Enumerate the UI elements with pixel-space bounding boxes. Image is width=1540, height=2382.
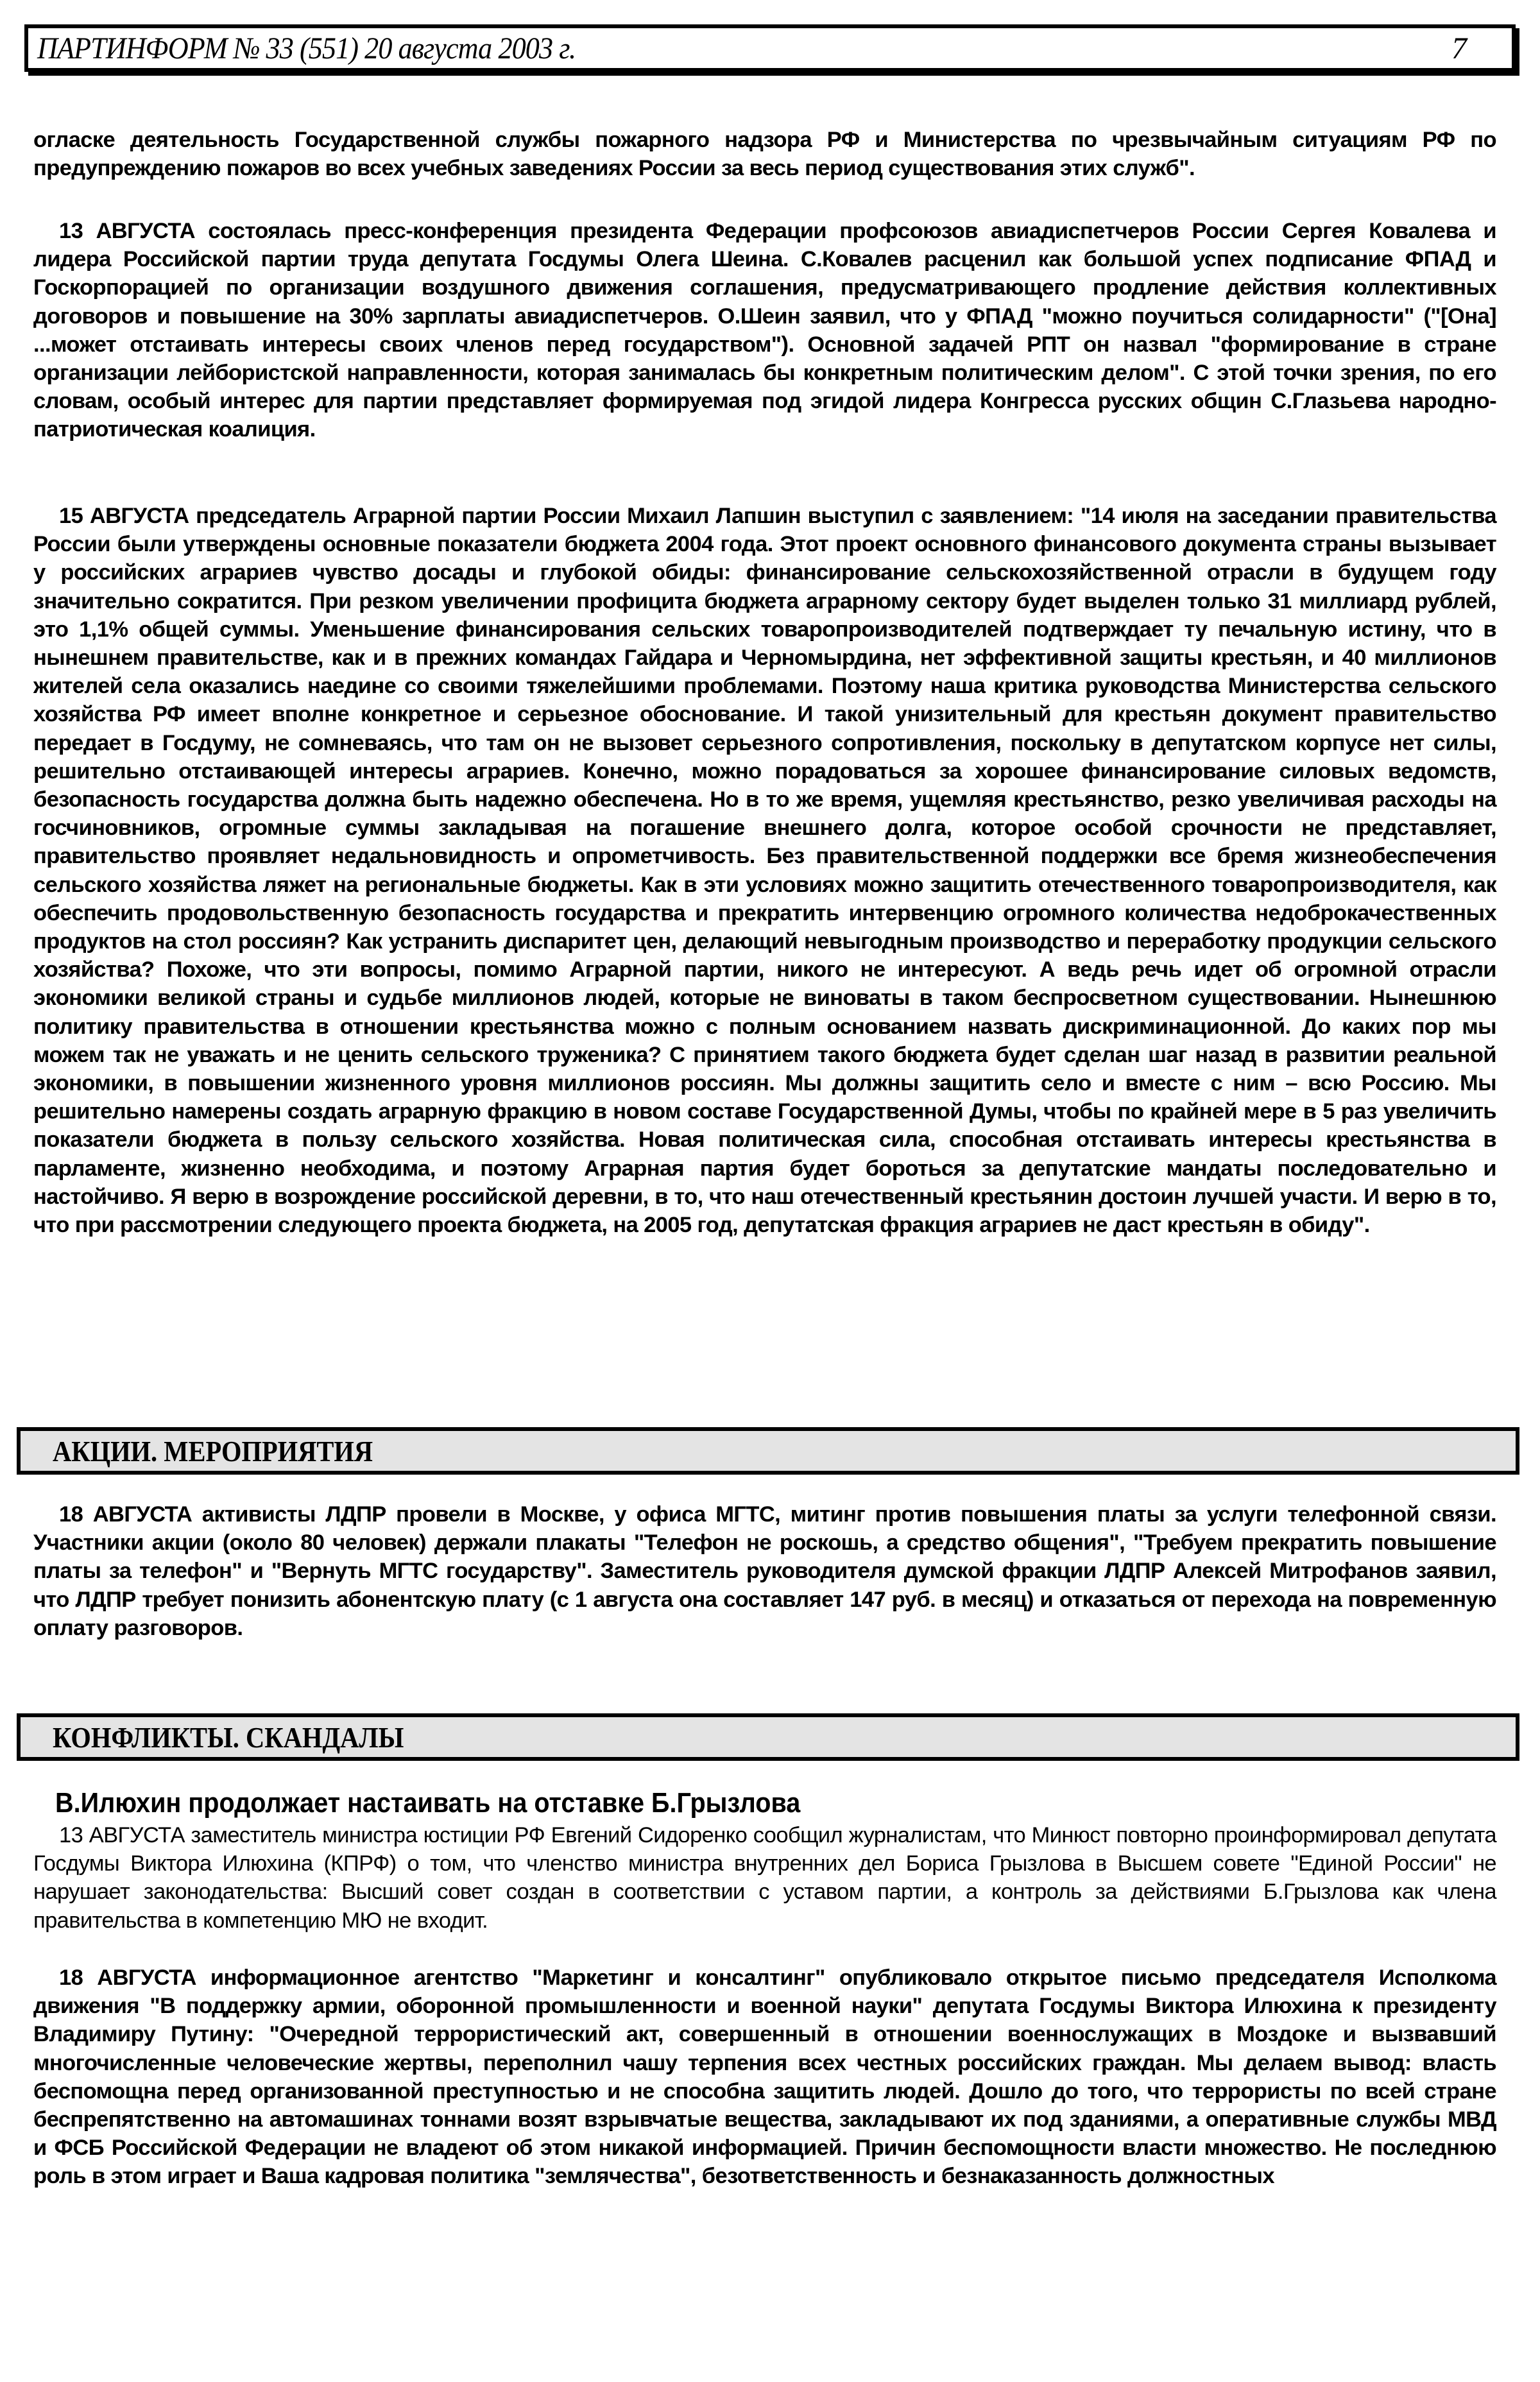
- paragraph-aug18-open-letter: 18 АВГУСТА информационное агентство "Маркетинг и консалтинг" опубликовало открытое письмо председателя Исполкома движения "В поддержку армии, оборонной промышленности и военной науки" депутата Госдумы Виктора Илюхина к президенту Владимиру Путину: "Очередной террористический акт, совершенный в отношении военнослужащих в Моздоке и вызвавший многочисленные человеческие жертвы, переполнил чашу терпения всех честных российских граждан. Мы делаем вывод: власть беспомощна перед организованной преступностью и не способна защитить людей. Дошло до того, что террористы по всей стране беспрепятственно на автомашинах тоннами возят взрывчатые вещества, закладывают их под зданиями, а оперативные службы МВД и ФСБ Российской Федерации не владеют об этом никакой информацией. Причин беспомощности власти множество. Не последнюю роль в этом играет и Ваша кадровая политика "землячества", безответственность и безнаказанность должностных: [33, 1966, 1496, 2189]
- page-number: 7: [1451, 31, 1467, 65]
- paragraph-aug13-air-traffic: 13 АВГУСТА состоялась пресс-конференция президента Федерации профсоюзов авиадиспетчеров России Сергея Ковалева и лидера Российской партии труда депутата Госдумы Олега Шеина. С.Ковалев расценил как большой успех подписание ФПАД и Госкорпорацией по организации воздушного движения соглашения, предусматривающего продление действия коллективных договоров и повышение на 30% зарплаты авиадиспетчеров. О.Шеин заявил, что у ФПАД "можно поучиться солидарности" ("[Она] ...может отстаивать интересы своих членов перед государством"). Основной задачей РПТ он назвал "формирование в стране организации лейбористской направленности, которая занималась бы конкретным политическим делом". С этой точки зрения, по его словам, особый интерес для партии представляет формируемая под эгидой лидера Конгресса русских общин С.Глазьева народно-патриотическая коалиция.: [33, 219, 1496, 442]
- section-title: АКЦИИ. МЕРОПРИЯТИЯ: [53, 1435, 373, 1468]
- paragraph-aug13-minjust: 13 АВГУСТА заместитель министра юстиции РФ Евгений Сидоренко сообщил журналистам, что Минюст повторно проинформировал депутата Госдумы Виктора Илюхина (КПРФ) о том, что членство министра внутренних дел Бориса Грызлова в Высшем совете "Единой России" не нарушает законодательства: Высший совет создан в соответствии с уставом партии, а контроль за действиями Б.Грызлова как члена правительства в компетенцию МЮ не входит.: [33, 1823, 1496, 1933]
- paragraph-aug15-agrarian: 15 АВГУСТА председатель Аграрной партии России Михаил Лапшин выступил с заявлением: "14 июля на заседании правительства России были утверждены основные показатели бюджета 2004 года. Этот проект основного финансового документа страны вызывает у российских аграриев чувство досады и глубокой обиды: финансирование сельскохозяйственной отрасли в будущем году значительно сократится. При резком увеличении профицита бюджета аграрному сектору будет выделен только 31 миллиард рублей, это 1,1% общей суммы. Уменьшение финансирования сельских товаропроизводителей подтверждает ту печальную истину, что в нынешнем правительстве, как и в прежних командах Гайдара и Черномырдина, нет эффективной защиты крестьян, и 40 миллионов жителей села оказались наедине со своими тяжелейшими проблемами. Поэтому наша критика руководства Министерства сельского хозяйства РФ имеет вполне конкретное и серьезное обоснование. И такой унизительный для крестьян документ правительство передает в Госдуму, не сомневаясь, что там он не вызовет серьезного сопротивления, поскольку в депутатском корпусе нет силы, решительно отстаивающей интересы аграриев. Конечно, можно порадоваться за хорошее финансирование силовых ведомств, безопасность государства должна быть надежно обеспечена. Но в то же время, ущемляя крестьянство, резко увеличивая расходы на госчиновников, огромные суммы закладывая на погашение внешнего долга, которое особой срочности не представляет, правительство проявляет недальновидность и опрометчивость. Без правительственной поддержки все бремя жизнеобеспечения сельского хозяйства ляжет на региональные бюджеты. Как в эти условиях можно защитить отечественного товаропроизводителя, как обеспечить продовольственную безопасность государства и прекратить интервенцию огромного количества недоброкачественных продуктов на стол россиян? Как устранить диспаритет цен, делающий невыгодным производство и переработку продукции сельского хозяйства? Похоже, что эти вопросы, помимо Аграрной партии, никого не интересуют. А ведь речь идет об огромной отрасли экономики великой страны и судьбе миллионов людей, которые не виноваты в таком беспросветном существовании. Нынешнюю политику правительства в отношении крестьянства можно с полным основанием назвать дискриминационной. До каких пор мы можем так не уважать и не ценить сельского труженика? С принятием такого бюджета будет сделан шаг назад в развитии реальной экономики, в повышении жизненного уровня миллионов россиян. Мы должны защитить село и вместе с ним – всю Россию. Мы решительно намерены создать аграрную фракцию в новом составе Государственной Думы, чтобы по крайней мере в 5 раз увеличить показатели бюджета в пользу сельского хозяйства. Новая политическая сила, способная отстаивать интересы крестьянства в парламенте, жизненно необходима, и поэтому Аграрная партия будет бороться за депутатские мандаты последовательно и настойчиво. Я верю в возрождение российской деревни, в то, что наш отечественный крестьянин достоин лучшей участи. И верю в то, что при рассмотрении следующего проекта бюджета, на 2005 год, депутатская фракция аграриев не даст крестьян в обиду".: [33, 504, 1496, 1238]
- paragraph-fire-safety-tail: огласке деятельность Государственной службы пожарного надзора РФ и Министерства по чрезвычайным ситуациям РФ по предупреждению пожаров во всех учебных заведениях России за весь период существования этих служб".: [33, 128, 1496, 181]
- paragraph-aug18-ldpr: 18 АВГУСТА активисты ЛДПР провели в Москве, у офиса МГТС, митинг против повышения платы за услуги телефонной связи. Участники акции (около 80 человек) держали плакаты "Телефон не роскошь, а средство общения", "Требуем прекратить повышение платы за телефон" и "Вернуть МГТС государству". Заместитель руководителя думской фракции ЛДПР Алексей Митрофанов заявил, что ЛДПР требует понизить абонентскую плату (с 1 августа она составляет 147 руб. в месяц) и отказаться от перехода на повременную оплату разговоров.: [33, 1502, 1496, 1640]
- section-banner-conflicts: [17, 1713, 1519, 1761]
- masthead-title: ПАРТИНФОРМ № 33 (551) 20 августа 2003 г.: [37, 31, 576, 65]
- section-banner-actions: [17, 1427, 1519, 1475]
- section-title: КОНФЛИКТЫ. СКАНДАЛЫ: [53, 1721, 404, 1754]
- masthead: [24, 24, 1516, 72]
- article-headline: В.Илюхин продолжает настаивать на отставке Б.Грызлова: [55, 1787, 801, 1819]
